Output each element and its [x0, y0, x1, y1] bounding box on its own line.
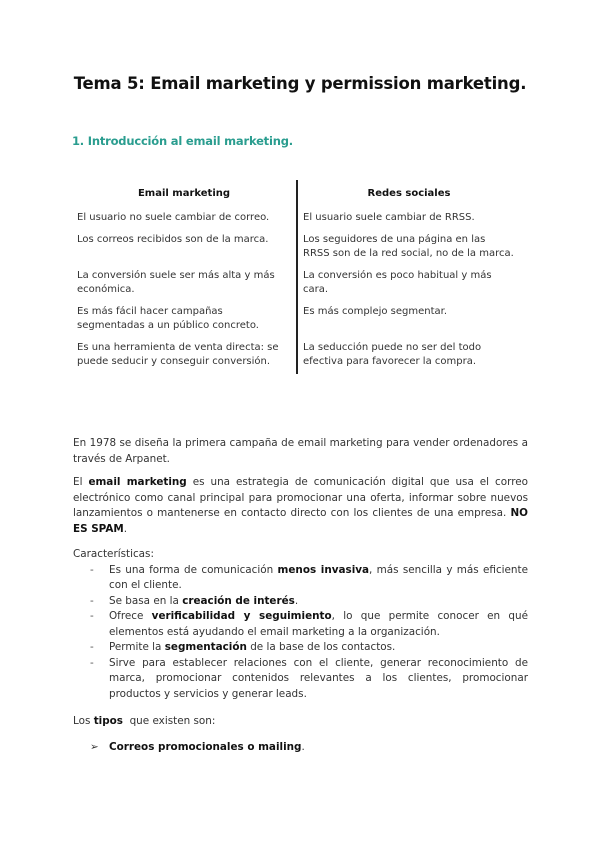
bold-text: email marketing	[88, 476, 187, 488]
text: es una estrategia de comunicación digital que usa el correo electrónico como canal principal para promocionar una oferta, informar sobre nuevos lanzamientos o mantenerse en contacto directo con los clientes de una empresa.	[73, 476, 528, 519]
list-item	[73, 656, 528, 703]
list-item	[73, 563, 528, 594]
table-cell: El usuario no suele cambiar de correo.	[77, 211, 270, 223]
bold-text: verificabilidad y seguimiento	[151, 610, 332, 622]
text: Sirve para establecer relaciones con el cliente, generar reconocimiento de marca, promocionar contenidos relevantes a los clientes, promocionar productos y servicios y generar leads.	[109, 656, 528, 700]
table-header: Email marketing	[137, 188, 231, 199]
text: , lo que permite conocer en qué elementos está ayudando el email marketing a la organización.	[109, 610, 528, 638]
list-item	[73, 640, 528, 656]
text: Permite la	[109, 641, 165, 653]
table-row	[72, 208, 522, 231]
table-cell: Es más complejo segmentar.	[296, 302, 520, 338]
paragraph-history: En 1978 se diseña la primera campaña de email marketing para vender ordenadores a través de Arpanet.	[73, 437, 528, 465]
table-header-row	[72, 180, 522, 208]
bold-text: menos invasiva	[277, 563, 370, 576]
paragraph-types	[73, 714, 528, 730]
table-cell: La conversión es poco habitual y más cara.	[296, 266, 520, 302]
table-row	[72, 266, 522, 302]
table-cell: El usuario suele cambiar de RRSS.	[296, 208, 520, 231]
table-row	[72, 302, 522, 338]
list-item	[73, 594, 528, 610]
section-heading: 1. Introducción al email marketing.	[72, 134, 293, 148]
text: Ofrece	[109, 610, 152, 622]
table-cell: Es más fácil hacer campañas segmentadas a un público concreto.	[77, 306, 259, 331]
table-cell: Los correos recibidos son de la marca.	[77, 234, 269, 245]
arrow-bullet-icon: ➢	[90, 741, 99, 753]
page-title: Tema 5: Email marketing y permission marketing.	[73, 74, 527, 93]
text: de la base de los contactos.	[246, 641, 396, 653]
text: Es una forma de comunicación	[109, 563, 278, 576]
list-item	[73, 609, 528, 640]
table-cell: La conversión suele ser más alta y más económica.	[77, 270, 275, 295]
table-cell: La seducción puede no ser del todo efectiva para favorecer la compra.	[296, 338, 520, 374]
characteristics-label: Características:	[73, 548, 154, 560]
paragraph-definition	[73, 475, 528, 537]
text: que existen son:	[122, 715, 216, 727]
characteristics-list	[73, 563, 528, 703]
text: Se basa en la	[109, 594, 183, 607]
text: Los	[73, 715, 94, 727]
text: , más sencilla y más eficiente con el cliente.	[109, 563, 528, 591]
bold-text: tipos	[93, 715, 123, 727]
bold-text: segmentación	[164, 641, 247, 653]
bold-text: creación de interés	[182, 594, 295, 607]
types-list-item	[73, 740, 528, 756]
characteristics-block	[73, 547, 528, 702]
text: El	[73, 476, 89, 488]
table-cell: Los seguidores de una página en las RRSS son de la red social, no de la marca.	[296, 230, 520, 266]
text: .	[294, 594, 299, 607]
text: .	[301, 741, 305, 753]
table-header: Redes sociales	[296, 180, 520, 208]
bold-text: Correos promocionales o mailing	[109, 741, 302, 753]
bold-text: NO ES SPAM	[73, 507, 528, 535]
table-row	[72, 338, 522, 374]
text: .	[123, 522, 128, 535]
comparison-table	[72, 180, 522, 374]
table-cell: Es una herramienta de venta directa: se puede seducir y conseguir conversión.	[77, 342, 279, 367]
table-row	[72, 230, 522, 266]
